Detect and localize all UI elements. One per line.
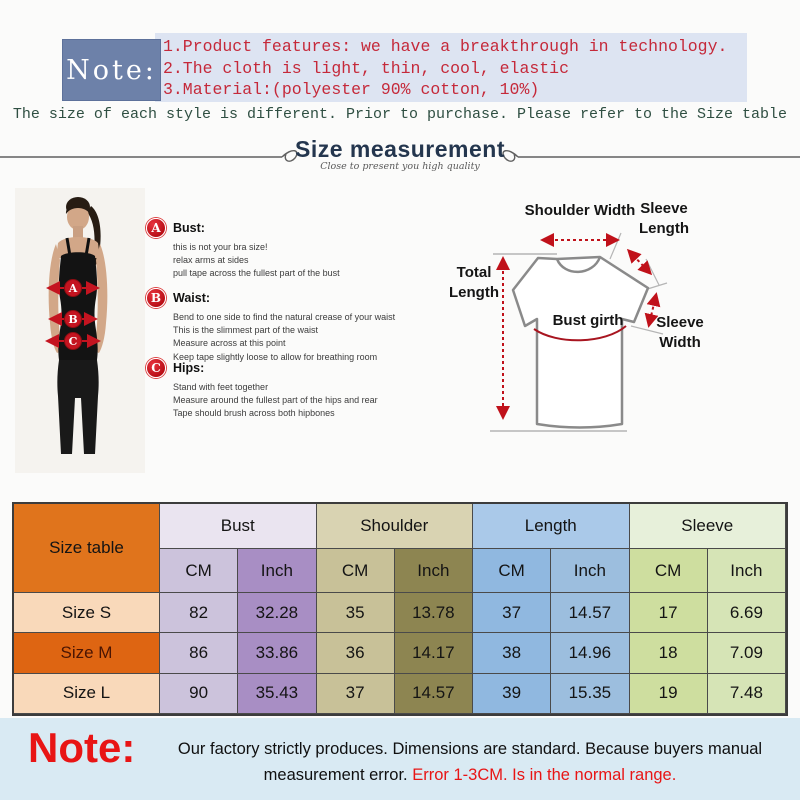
table-cell: 32.28 <box>238 593 316 633</box>
guide-lines-hips: Stand with feet together Measure around the fullest part of the hips and rear Tape should brush across both hipbones <box>173 382 378 419</box>
guide-title-hips: Hips: <box>173 361 205 375</box>
section-title: Size measurement <box>295 136 505 162</box>
top-note-items <box>163 36 747 101</box>
table-cell: 33.86 <box>238 633 316 673</box>
col-header-length: Length <box>473 504 630 549</box>
table-cell: 7.09 <box>708 633 786 673</box>
table-cell: 17 <box>630 593 708 633</box>
bottom-note-text: Our factory strictly produces. Dimensions are standard. Because buyers manual measurement error. Error 1-3CM. Is in the normal range. <box>177 740 763 784</box>
guide-item-bust <box>146 218 456 281</box>
table-cell: 19 <box>630 674 708 714</box>
unit-header: CM <box>473 549 551 593</box>
waist-marker-icon: B <box>146 288 166 308</box>
label-sleeve-length: Sleeve Length <box>639 200 689 237</box>
table-cell: 36 <box>317 633 395 673</box>
row-label-size-s: Size S <box>14 593 160 633</box>
model-photo <box>15 188 145 473</box>
table-cell: 35 <box>317 593 395 633</box>
unit-header: Inch <box>238 549 316 593</box>
table-cell: 13.78 <box>395 593 473 633</box>
guide-title-bust: Bust: <box>173 221 205 235</box>
col-header-sleeve: Sleeve <box>630 504 787 549</box>
size-table-corner: Size table <box>14 504 160 593</box>
unit-header: Inch <box>395 549 473 593</box>
label-total-length: Total Length <box>449 264 499 301</box>
marker-b-letter: B <box>68 313 78 326</box>
measure-guide <box>146 218 456 483</box>
unit-header: CM <box>317 549 395 593</box>
table-cell: 14.57 <box>551 593 629 633</box>
label-sleeve-width: Sleeve Width <box>656 314 704 351</box>
table-cell: 7.48 <box>708 674 786 714</box>
guide-item-hips <box>146 358 456 421</box>
bottom-note-highlight: Error 1-3CM. Is in the normal range. <box>412 766 677 784</box>
hips-marker-icon: C <box>146 358 166 378</box>
table-cell: 35.43 <box>238 674 316 714</box>
table-cell: 15.35 <box>551 674 629 714</box>
table-cell: 90 <box>160 674 238 714</box>
section-subtitle: Close to present you high quality <box>320 161 480 172</box>
row-label-size-l: Size L <box>14 674 160 714</box>
table-cell: 14.17 <box>395 633 473 673</box>
unit-header: CM <box>160 549 238 593</box>
table-cell: 86 <box>160 633 238 673</box>
table-cell: 14.96 <box>551 633 629 673</box>
row-label-size-m: Size M <box>14 633 160 673</box>
table-cell: 14.57 <box>395 674 473 714</box>
size-table <box>12 502 788 716</box>
unit-header: Inch <box>551 549 629 593</box>
table-cell: 82 <box>160 593 238 633</box>
top-note-item-1: 1.Product features: we have a breakthrough in technology. <box>163 37 728 56</box>
guide-lines-waist: Bend to one side to find the natural crease of your waist This is the slimmest part of the waist Measure across at this point Keep tape slightly loose to allow for breathing room <box>173 312 396 362</box>
guide-item-waist <box>146 288 456 364</box>
top-note-item-3: 3.Material:(polyester 90% cotton, 10%) <box>163 80 540 99</box>
bust-marker-icon: A <box>146 218 166 238</box>
marker-a-letter: A <box>68 282 78 295</box>
table-cell: 6.69 <box>708 593 786 633</box>
top-note-item-2: 2.The cloth is light, thin, cool, elastic <box>163 58 569 78</box>
marker-c-letter: C <box>68 335 78 348</box>
bottom-note-label: Note: <box>28 724 136 771</box>
col-header-bust: Bust <box>160 504 317 549</box>
guide-title-waist: Waist: <box>173 291 211 305</box>
table-cell: 37 <box>317 674 395 714</box>
label-bust-girth: Bust girth <box>552 312 624 329</box>
size-notice: The size of each style is different. Prior to purchase. Please refer to the Size table <box>12 106 788 123</box>
table-cell: 18 <box>630 633 708 673</box>
model-leggings <box>57 360 98 454</box>
bottom-note <box>0 718 800 800</box>
top-note-label: Note: <box>66 54 157 86</box>
top-note-badge <box>62 39 161 101</box>
label-shoulder-width: Shoulder Width <box>524 202 636 219</box>
table-cell: 39 <box>473 674 551 714</box>
table-cell: 38 <box>473 633 551 673</box>
col-header-shoulder: Shoulder <box>317 504 474 549</box>
unit-header: Inch <box>708 549 786 593</box>
guide-lines-bust: this is not your bra size! relax arms at sides pull tape across the fullest part of the bust <box>173 242 340 279</box>
tshirt-outline <box>513 257 648 428</box>
shirt-diagram <box>445 193 765 443</box>
unit-header: CM <box>630 549 708 593</box>
table-cell: 37 <box>473 593 551 633</box>
